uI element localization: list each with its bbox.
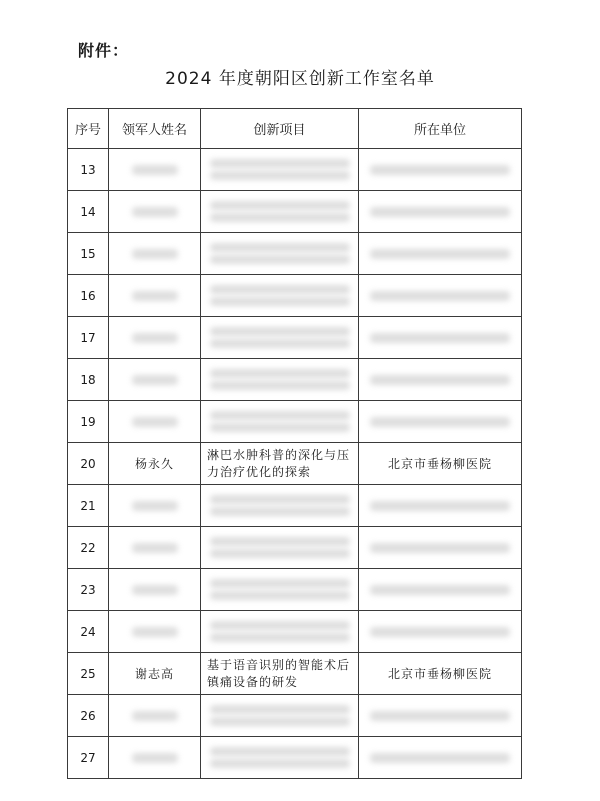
cell-leader — [109, 569, 201, 611]
document-title: 2024 年度朝阳区创新工作室名单 — [165, 69, 435, 89]
cell-leader — [109, 527, 201, 569]
table-row — [68, 401, 522, 443]
redacted-text — [370, 165, 510, 175]
redacted-text — [132, 207, 178, 217]
table-row — [68, 317, 522, 359]
table-row — [68, 695, 522, 737]
cell-serial: 14 — [68, 191, 109, 233]
table-row — [68, 443, 522, 485]
redacted-text — [132, 753, 178, 763]
cell-project: 淋巴水肿科普的深化与压力治疗优化的探索 — [201, 443, 359, 485]
redacted-text — [210, 717, 350, 726]
cell-serial: 21 — [68, 485, 109, 527]
table-row — [68, 485, 522, 527]
cell-leader — [109, 275, 201, 317]
header-project: 创新项目 — [201, 109, 359, 149]
redacted-text — [210, 243, 350, 252]
cell-leader — [109, 695, 201, 737]
cell-project — [201, 527, 359, 569]
cell-project — [201, 485, 359, 527]
cell-leader — [109, 233, 201, 275]
cell-project — [201, 191, 359, 233]
table-row — [68, 737, 522, 779]
redacted-text — [132, 333, 178, 343]
cell-unit — [359, 275, 522, 317]
header-unit: 所在单位 — [359, 109, 522, 149]
cell-serial: 26 — [68, 695, 109, 737]
cell-serial: 22 — [68, 527, 109, 569]
redacted-text — [210, 495, 350, 504]
redacted-text — [210, 327, 350, 336]
redacted-text — [370, 753, 510, 763]
attachment-label: 附件： — [78, 41, 130, 60]
cell-leader — [109, 737, 201, 779]
cell-serial: 24 — [68, 611, 109, 653]
redacted-text — [210, 339, 350, 348]
cell-serial: 16 — [68, 275, 109, 317]
cell-serial: 20 — [68, 443, 109, 485]
cell-project — [201, 569, 359, 611]
redacted-text — [210, 369, 350, 378]
table-header-row — [68, 109, 522, 149]
redacted-text — [210, 201, 350, 210]
cell-leader — [109, 317, 201, 359]
cell-unit — [359, 317, 522, 359]
cell-unit — [359, 191, 522, 233]
cell-leader — [109, 401, 201, 443]
redacted-text — [132, 543, 178, 553]
redacted-text — [210, 705, 350, 714]
cell-leader — [109, 359, 201, 401]
cell-leader — [109, 485, 201, 527]
table-row — [68, 527, 522, 569]
redacted-text — [210, 633, 350, 642]
cell-project — [201, 233, 359, 275]
redacted-text — [132, 711, 178, 721]
cell-project — [201, 695, 359, 737]
redacted-text — [370, 291, 510, 301]
cell-unit — [359, 569, 522, 611]
cell-unit: 北京市垂杨柳医院 — [359, 653, 522, 695]
cell-project — [201, 737, 359, 779]
redacted-text — [132, 249, 178, 259]
table-row — [68, 611, 522, 653]
cell-serial: 27 — [68, 737, 109, 779]
cell-project — [201, 359, 359, 401]
redacted-text — [210, 579, 350, 588]
table-row — [68, 359, 522, 401]
redacted-text — [132, 165, 178, 175]
redacted-text — [370, 501, 510, 511]
table-row — [68, 149, 522, 191]
studio-roster-table — [67, 108, 522, 779]
redacted-text — [370, 627, 510, 637]
header-leader: 领军人姓名 — [109, 109, 201, 149]
redacted-text — [370, 249, 510, 259]
redacted-text — [210, 759, 350, 768]
cell-serial: 13 — [68, 149, 109, 191]
cell-leader — [109, 149, 201, 191]
cell-serial: 15 — [68, 233, 109, 275]
cell-serial: 25 — [68, 653, 109, 695]
cell-project — [201, 611, 359, 653]
cell-serial: 23 — [68, 569, 109, 611]
redacted-text — [210, 159, 350, 168]
cell-serial: 17 — [68, 317, 109, 359]
redacted-text — [210, 423, 350, 432]
redacted-text — [210, 171, 350, 180]
redacted-text — [132, 585, 178, 595]
redacted-text — [132, 375, 178, 385]
cell-unit — [359, 485, 522, 527]
cell-project — [201, 401, 359, 443]
cell-project — [201, 275, 359, 317]
redacted-text — [132, 417, 178, 427]
redacted-text — [132, 627, 178, 637]
cell-unit: 北京市垂杨柳医院 — [359, 443, 522, 485]
redacted-text — [370, 711, 510, 721]
redacted-text — [210, 285, 350, 294]
cell-unit — [359, 401, 522, 443]
table-row — [68, 569, 522, 611]
cell-leader — [109, 191, 201, 233]
cell-unit — [359, 233, 522, 275]
cell-project — [201, 317, 359, 359]
redacted-text — [210, 411, 350, 420]
redacted-text — [210, 507, 350, 516]
cell-leader — [109, 611, 201, 653]
redacted-text — [210, 591, 350, 600]
redacted-text — [210, 213, 350, 222]
cell-leader: 杨永久 — [109, 443, 201, 485]
cell-unit — [359, 527, 522, 569]
redacted-text — [370, 585, 510, 595]
redacted-text — [210, 537, 350, 546]
header-serial: 序号 — [68, 109, 109, 149]
redacted-text — [132, 291, 178, 301]
redacted-text — [210, 549, 350, 558]
redacted-text — [370, 417, 510, 427]
redacted-text — [210, 297, 350, 306]
redacted-text — [210, 381, 350, 390]
redacted-text — [210, 621, 350, 630]
cell-serial: 18 — [68, 359, 109, 401]
redacted-text — [370, 207, 510, 217]
redacted-text — [132, 501, 178, 511]
table-row — [68, 653, 522, 695]
table-row — [68, 191, 522, 233]
cell-unit — [359, 695, 522, 737]
redacted-text — [370, 543, 510, 553]
cell-project — [201, 149, 359, 191]
redacted-text — [370, 333, 510, 343]
table-row — [68, 275, 522, 317]
redacted-text — [210, 255, 350, 264]
cell-project: 基于语音识别的智能术后镇痛设备的研发 — [201, 653, 359, 695]
cell-unit — [359, 359, 522, 401]
cell-unit — [359, 737, 522, 779]
redacted-text — [210, 747, 350, 756]
cell-leader: 谢志高 — [109, 653, 201, 695]
redacted-text — [370, 375, 510, 385]
cell-unit — [359, 149, 522, 191]
cell-unit — [359, 611, 522, 653]
table-row — [68, 233, 522, 275]
cell-serial: 19 — [68, 401, 109, 443]
